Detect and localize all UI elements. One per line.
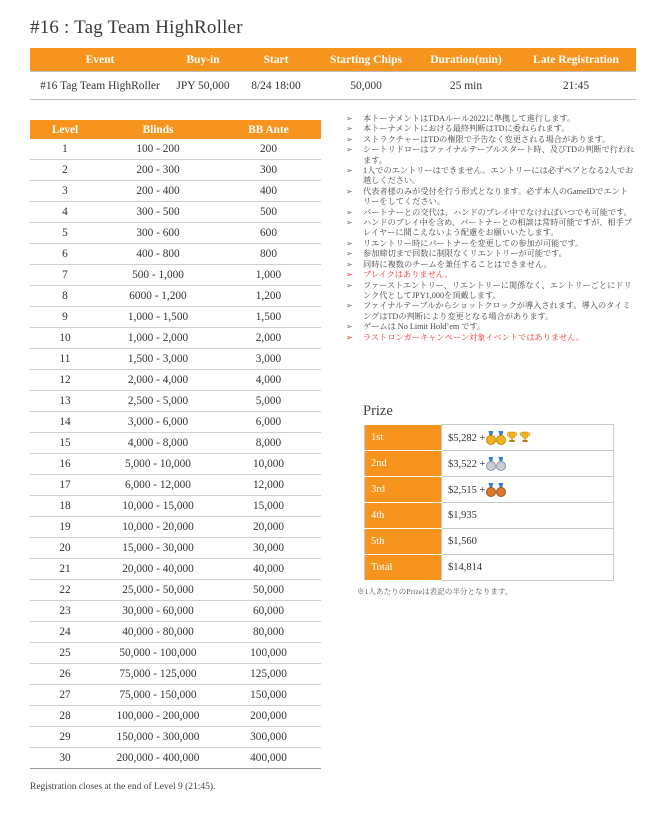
level-cell: 11: [30, 349, 100, 370]
prize-amount-cell: [442, 529, 614, 555]
prize-place-cell: 3rd: [365, 477, 442, 503]
level-cell: 7: [30, 265, 100, 286]
level-cell: 8: [30, 286, 100, 307]
prize-row: [365, 529, 614, 555]
blinds-row: [30, 601, 321, 622]
arrow-bullet-icon: ➢: [346, 166, 353, 176]
blinds-cell: 100,000 - 200,000: [100, 706, 216, 727]
gold-medal-icon: [496, 431, 505, 443]
blinds-cell: 15,000 - 30,000: [100, 538, 216, 559]
blinds-row: [30, 643, 321, 664]
event-table: [30, 48, 636, 100]
prize-amount: $14,814: [448, 562, 483, 573]
bb-ante-cell: 300,000: [216, 727, 321, 748]
bb-ante-cell: 50,000: [216, 580, 321, 601]
note-item: [346, 301, 636, 322]
note-text: リエントリー時にパートナーを変更しての参加が可能です。: [363, 238, 584, 248]
level-cell: 17: [30, 475, 100, 496]
arrow-bullet-icon: ➢: [346, 124, 353, 134]
silver-medal-icon: [496, 457, 505, 469]
buyin-header: Buy-in: [170, 48, 236, 72]
arrow-bullet-icon: ➢: [346, 218, 353, 228]
bb-ante-cell: 20,000: [216, 517, 321, 538]
blinds-row: [30, 160, 321, 181]
level-cell: 3: [30, 181, 100, 202]
prize-row: [365, 425, 614, 451]
note-text: 代表者様のみが受付を行う形式となります。必ず本人のGameIDでエントリーをしてください。: [363, 186, 628, 207]
blinds-cell: 30,000 - 60,000: [100, 601, 216, 622]
buyin-cell: JPY 50,000: [170, 72, 236, 100]
bb-ante-cell: 15,000: [216, 496, 321, 517]
blinds-row: [30, 538, 321, 559]
blinds-cell: 2,000 - 4,000: [100, 370, 216, 391]
blinds-cell: 50,000 - 100,000: [100, 643, 216, 664]
bb-ante-cell: 200: [216, 139, 321, 160]
blinds-table: [30, 120, 321, 769]
level-cell: 22: [30, 580, 100, 601]
prize-amount-cell: [442, 503, 614, 529]
blinds-row: [30, 580, 321, 601]
registration-note: Registration closes at the end of Level 9 (21:45).: [30, 782, 216, 792]
blinds-row: [30, 328, 321, 349]
blinds-row: [30, 496, 321, 517]
level-header: Level: [30, 120, 100, 139]
note-text: 同時に複数のチームを兼任することはできません。: [363, 259, 552, 269]
bb-ante-cell: 40,000: [216, 559, 321, 580]
level-cell: 18: [30, 496, 100, 517]
arrow-bullet-icon: ➢: [346, 186, 353, 196]
note-item: [346, 333, 636, 343]
level-cell: 20: [30, 538, 100, 559]
level-cell: 23: [30, 601, 100, 622]
blinds-cell: 40,000 - 80,000: [100, 622, 216, 643]
bb-ante-cell: 200,000: [216, 706, 321, 727]
bb-ante-cell: 1,200: [216, 286, 321, 307]
blinds-row: [30, 244, 321, 265]
note-text: パートナーとの交代は、ハンドのプレイ中でなければいつでも可能です。: [363, 207, 632, 217]
blinds-row: [30, 748, 321, 769]
prize-amount-cell: [442, 477, 614, 503]
blinds-cell: 20,000 - 40,000: [100, 559, 216, 580]
blinds-row: [30, 475, 321, 496]
prize-amount: $2,515 +: [448, 485, 486, 496]
prize-amount-cell: [442, 425, 614, 451]
duration-header: Duration(min): [416, 48, 516, 72]
bb-ante-cell: 8,000: [216, 433, 321, 454]
blinds-row: [30, 202, 321, 223]
blinds-row: [30, 622, 321, 643]
prize-place-cell: 1st: [365, 425, 442, 451]
prize-row: [365, 451, 614, 477]
blinds-cell: 10,000 - 20,000: [100, 517, 216, 538]
blinds-cell: 2,500 - 5,000: [100, 391, 216, 412]
level-cell: 29: [30, 727, 100, 748]
blinds-cell: 25,000 - 50,000: [100, 580, 216, 601]
bb-ante-header: BB Ante: [216, 120, 321, 139]
prize-amount-cell: [442, 451, 614, 477]
bb-ante-cell: 1,500: [216, 307, 321, 328]
prize-table-body: [365, 425, 614, 581]
level-cell: 12: [30, 370, 100, 391]
prize-amount: $3,522 +: [448, 459, 486, 470]
bb-ante-cell: 1,000: [216, 265, 321, 286]
prize-place-cell: 5th: [365, 529, 442, 555]
note-item: [346, 145, 636, 166]
note-item: [346, 249, 636, 259]
level-cell: 9: [30, 307, 100, 328]
start-cell: 8/24 18:00: [236, 72, 316, 100]
blinds-row: [30, 685, 321, 706]
blinds-cell: 100 - 200: [100, 139, 216, 160]
note-text: ブレイクはありません。: [363, 270, 453, 280]
blinds-cell: 1,000 - 1,500: [100, 307, 216, 328]
blinds-cell: 5,000 - 10,000: [100, 454, 216, 475]
blinds-cell: 75,000 - 150,000: [100, 685, 216, 706]
level-cell: 2: [30, 160, 100, 181]
prize-table: [364, 424, 614, 581]
level-cell: 30: [30, 748, 100, 769]
level-cell: 6: [30, 244, 100, 265]
note-item: [346, 166, 636, 187]
bb-ante-cell: 4,000: [216, 370, 321, 391]
starting-chips-header: Starting Chips: [316, 48, 416, 72]
arrow-bullet-icon: ➢: [346, 145, 353, 155]
event-row: [30, 72, 636, 100]
blinds-row: [30, 286, 321, 307]
note-text: ファイナルテーブルからショットクロックが導入されます。導入のタイミングはTDの判断により変更となる場合があります。: [363, 301, 631, 321]
blinds-cell: 400 - 800: [100, 244, 216, 265]
arrow-bullet-icon: ➢: [346, 134, 353, 144]
blinds-cell: 4,000 - 8,000: [100, 433, 216, 454]
level-cell: 25: [30, 643, 100, 664]
level-cell: 24: [30, 622, 100, 643]
bb-ante-cell: 300: [216, 160, 321, 181]
arrow-bullet-icon: ➢: [346, 270, 353, 280]
bb-ante-cell: 60,000: [216, 601, 321, 622]
blinds-cell: 3,000 - 6,000: [100, 412, 216, 433]
arrow-bullet-icon: ➢: [346, 238, 353, 248]
note-text: 本トーナメントにおける最終判断はTDに委ねられます。: [363, 124, 570, 134]
level-cell: 21: [30, 559, 100, 580]
blinds-row: [30, 223, 321, 244]
note-text: ファーストエントリー、リエントリーに関係なく、エントリーごとにドリンク代としてJPY1,000を頂戴します。: [363, 280, 632, 300]
arrow-bullet-icon: ➢: [346, 332, 353, 342]
level-cell: 28: [30, 706, 100, 727]
arrow-bullet-icon: ➢: [346, 322, 353, 332]
prize-amount-cell: [442, 555, 614, 581]
note-text: 1人でのエントリーはできません。エントリーには必ずペアとなる2人でお越しください。: [363, 166, 634, 186]
blinds-cell: 6,000 - 12,000: [100, 475, 216, 496]
event-header: Event: [30, 48, 170, 72]
level-cell: 27: [30, 685, 100, 706]
level-cell: 14: [30, 412, 100, 433]
level-cell: 16: [30, 454, 100, 475]
bb-ante-cell: 400,000: [216, 748, 321, 769]
blinds-row: [30, 391, 321, 412]
blinds-header: Blinds: [100, 120, 216, 139]
blinds-row: [30, 454, 321, 475]
blinds-cell: 6000 - 1,200: [100, 286, 216, 307]
start-header: Start: [236, 48, 316, 72]
bb-ante-cell: 150,000: [216, 685, 321, 706]
late-registration-header: Late Registration: [516, 48, 636, 72]
note-item: [346, 218, 636, 239]
blinds-row: [30, 370, 321, 391]
prize-amount: $1,560: [448, 536, 477, 547]
page-title: #16 : Tag Team HighRoller: [30, 17, 243, 38]
blinds-cell: 200 - 400: [100, 181, 216, 202]
blinds-row: [30, 706, 321, 727]
arrow-bullet-icon: ➢: [346, 114, 353, 123]
note-item: [346, 260, 636, 270]
blinds-row: [30, 139, 321, 160]
blinds-row: [30, 433, 321, 454]
bb-ante-cell: 3,000: [216, 349, 321, 370]
bb-ante-cell: 500: [216, 202, 321, 223]
note-text: ラストロンガーキャンペーン対象イベントではありません。: [363, 332, 585, 342]
arrow-bullet-icon: ➢: [346, 249, 353, 259]
trophy-icon: [506, 431, 518, 443]
bb-ante-cell: 100,000: [216, 643, 321, 664]
note-item: [346, 124, 636, 134]
prize-place-cell: 2nd: [365, 451, 442, 477]
bb-ante-cell: 6,000: [216, 412, 321, 433]
bb-ante-cell: 600: [216, 223, 321, 244]
blinds-row: [30, 664, 321, 685]
blinds-row: [30, 265, 321, 286]
level-cell: 19: [30, 517, 100, 538]
blinds-cell: 300 - 500: [100, 202, 216, 223]
level-cell: 10: [30, 328, 100, 349]
prize-row: [365, 477, 614, 503]
bb-ante-cell: 80,000: [216, 622, 321, 643]
blinds-header-row: [30, 120, 321, 139]
blinds-row: [30, 727, 321, 748]
bb-ante-cell: 12,000: [216, 475, 321, 496]
level-cell: 15: [30, 433, 100, 454]
bronze-medal-icon: [496, 483, 505, 495]
blinds-row: [30, 349, 321, 370]
event-name-cell: #16 Tag Team HighRoller: [30, 72, 170, 100]
blinds-row: [30, 559, 321, 580]
blinds-cell: 75,000 - 125,000: [100, 664, 216, 685]
blinds-row: [30, 307, 321, 328]
bb-ante-cell: 5,000: [216, 391, 321, 412]
bb-ante-cell: 125,000: [216, 664, 321, 685]
arrow-bullet-icon: ➢: [346, 301, 353, 311]
prize-row: [365, 555, 614, 581]
note-text: ハンドのプレイ中を含め、パートナーとの相談は常時可能ですが、相手プレイヤーに聞こえないよう配慮をお願いいたします。: [363, 218, 633, 238]
prize-amount: $1,935: [448, 510, 477, 521]
level-cell: 13: [30, 391, 100, 412]
level-cell: 4: [30, 202, 100, 223]
level-cell: 5: [30, 223, 100, 244]
starting-chips-cell: 50,000: [316, 72, 416, 100]
blinds-row: [30, 181, 321, 202]
note-text: 本トーナメントはTDAルール2022に準拠して進行します。: [363, 114, 576, 123]
bronze-medal-icon: [486, 483, 495, 495]
note-item: [346, 270, 636, 280]
note-item: [346, 322, 636, 332]
note-text: シートリドローはファイナルテーブルスタート時、及びTDの判断で行われます。: [363, 145, 635, 165]
level-cell: 1: [30, 139, 100, 160]
prize-place-cell: Total: [365, 555, 442, 581]
bb-ante-cell: 30,000: [216, 538, 321, 559]
duration-cell: 25 min: [416, 72, 516, 100]
blinds-cell: 200,000 - 400,000: [100, 748, 216, 769]
trophy-icon: [519, 431, 531, 443]
late-registration-cell: 21:45: [516, 72, 636, 100]
prize-row: [365, 503, 614, 529]
bb-ante-cell: 400: [216, 181, 321, 202]
blinds-row: [30, 517, 321, 538]
note-item: [346, 208, 636, 218]
note-text: ストラクチャーはTDの権限で予告なく変更される場合があります。: [363, 134, 611, 144]
arrow-bullet-icon: ➢: [346, 259, 353, 269]
blinds-row: [30, 412, 321, 433]
note-text: ゲームは No Limit Hold’em です。: [363, 322, 486, 332]
note-text: 参加締切まで回数に制限なくリエントリーが可能です。: [363, 249, 567, 259]
note-item: [346, 114, 636, 124]
blinds-cell: 200 - 300: [100, 160, 216, 181]
silver-medal-icon: [486, 457, 495, 469]
notes-list: [346, 114, 636, 343]
blinds-cell: 300 - 600: [100, 223, 216, 244]
blinds-cell: 1,500 - 3,000: [100, 349, 216, 370]
prize-title: Prize: [363, 403, 393, 419]
note-item: [346, 239, 636, 249]
gold-medal-icon: [486, 431, 495, 443]
blinds-cell: 150,000 - 300,000: [100, 727, 216, 748]
event-table-header-row: [30, 48, 636, 72]
bb-ante-cell: 10,000: [216, 454, 321, 475]
prize-amount: $5,282 +: [448, 433, 486, 444]
arrow-bullet-icon: ➢: [346, 207, 353, 217]
note-item: [346, 187, 636, 208]
blinds-cell: 1,000 - 2,000: [100, 328, 216, 349]
note-item: [346, 135, 636, 145]
blinds-cell: 10,000 - 15,000: [100, 496, 216, 517]
arrow-bullet-icon: ➢: [346, 280, 353, 290]
level-cell: 26: [30, 664, 100, 685]
note-item: [346, 281, 636, 302]
prize-footnote: ※1人あたりのPrizeは表記の半分となります。: [357, 587, 513, 596]
bb-ante-cell: 800: [216, 244, 321, 265]
prize-place-cell: 4th: [365, 503, 442, 529]
blinds-cell: 500 - 1,000: [100, 265, 216, 286]
bb-ante-cell: 2,000: [216, 328, 321, 349]
blinds-table-body: [30, 139, 321, 769]
